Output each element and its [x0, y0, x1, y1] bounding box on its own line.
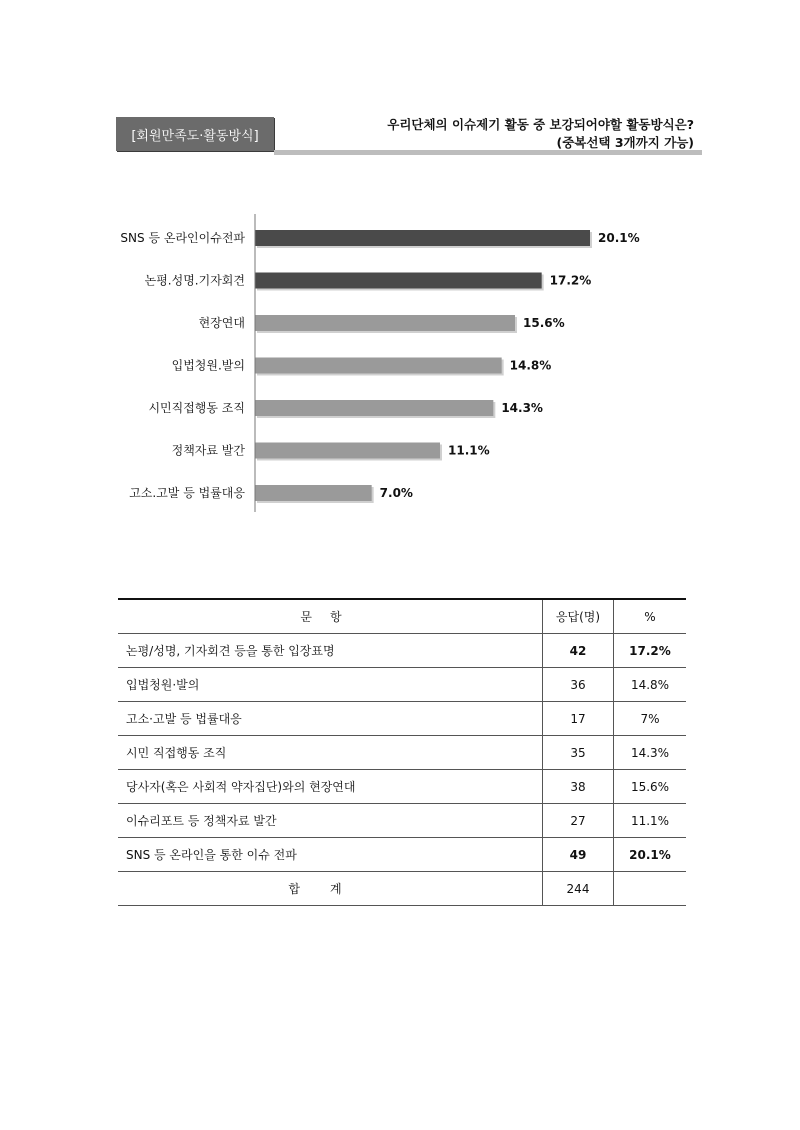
total-count: 244 [543, 872, 614, 906]
value-label: 7.0% [379, 486, 413, 500]
value-label: 14.3% [501, 401, 543, 415]
category-label: SNS 등 온라인이슈전파 [120, 231, 245, 245]
row-pct: 14.8% [614, 668, 687, 702]
col-header-pct: % [614, 599, 687, 634]
row-count: 35 [543, 736, 614, 770]
bar [255, 358, 502, 374]
row-count: 27 [543, 804, 614, 838]
row-item: 시민 직접행동 조직 [118, 736, 543, 770]
value-label: 11.1% [448, 443, 490, 458]
row-pct: 11.1% [614, 804, 687, 838]
category-label: 시민직접행동 조직 [148, 401, 245, 415]
row-pct: 7% [614, 702, 687, 736]
category-label: 입법청원.발의 [171, 358, 245, 373]
section-tag: [회원만족도·활동방식] [116, 117, 274, 151]
question-note: (중복선택 3개까지 가능) [556, 135, 694, 150]
row-item: 입법청원·발의 [118, 668, 543, 702]
bar [255, 400, 493, 416]
row-item: 고소·고발 등 법률대응 [118, 702, 543, 736]
table-header-row [118, 599, 686, 634]
bar [255, 443, 440, 459]
table-row [118, 804, 686, 838]
total-pct [614, 872, 687, 906]
category-label: 논평.성명.기자회견 [144, 273, 245, 288]
row-count: 42 [543, 634, 614, 668]
category-label: 정책자료 발간 [171, 443, 245, 458]
row-item: 논평/성명, 기자회견 등을 통한 입장표명 [118, 634, 543, 668]
table-row [118, 668, 686, 702]
row-pct: 17.2% [614, 634, 687, 668]
table-row [118, 702, 686, 736]
table-row [118, 770, 686, 804]
category-label: 현장연대 [198, 316, 245, 330]
results-table [118, 598, 686, 906]
bar [255, 230, 590, 246]
value-label: 14.8% [509, 358, 552, 373]
value-label: 17.2% [549, 273, 592, 288]
row-count: 49 [543, 838, 614, 872]
bar [255, 485, 372, 501]
col-header-item: 문항 [118, 599, 543, 634]
bar [255, 315, 515, 331]
row-count: 38 [543, 770, 614, 804]
row-count: 17 [543, 702, 614, 736]
table-row [118, 736, 686, 770]
row-pct: 15.6% [614, 770, 687, 804]
value-label: 20.1% [598, 231, 640, 245]
row-item: 당사자(혹은 사회적 약자집단)와의 현장연대 [118, 770, 543, 804]
bar-chart [0, 0, 800, 560]
col-header-count: 응답(명) [543, 599, 614, 634]
category-label: 고소.고발 등 법률대응 [129, 486, 245, 500]
table-total-row [118, 872, 686, 906]
table-row [118, 634, 686, 668]
row-item: 이슈리포트 등 정책자료 발간 [118, 804, 543, 838]
row-pct: 20.1% [614, 838, 687, 872]
question-text: 우리단체의 이슈제기 활동 중 보강되어야할 활동방식은? [387, 117, 694, 132]
bar [255, 273, 542, 289]
table-row [118, 838, 686, 872]
row-pct: 14.3% [614, 736, 687, 770]
total-label: 합계 [118, 872, 543, 906]
row-item: SNS 등 온라인을 통한 이슈 전파 [118, 838, 543, 872]
row-count: 36 [543, 668, 614, 702]
value-label: 15.6% [523, 316, 565, 330]
